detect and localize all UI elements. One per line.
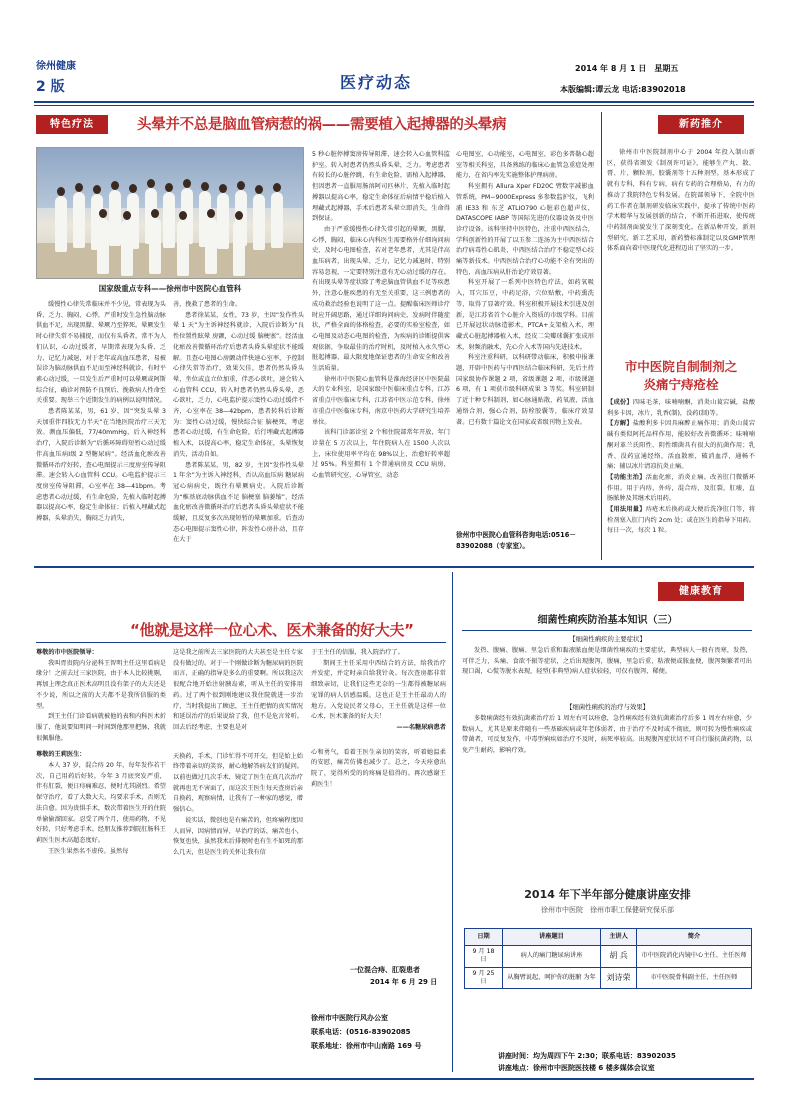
lecture-location: 讲座地点：徐州市中医院医技楼 6 楼多媒体会议室 [498, 1064, 655, 1072]
health-title: 细菌性痢疾防治基本知识（三） [537, 615, 678, 626]
lecture-table [464, 928, 752, 989]
letter-col-3 [311, 648, 446, 878]
paragraph: 心和勇气，看着王医生亲切的笑容，听着她温柔的安慰，痛苦仿佛也减少了。总之，今天痊愈出院了，觉得所受的的疼痛是值得的。再次感谢王莉医生！ [311, 748, 446, 788]
greeting: 尊敬的王莉医生： [36, 751, 86, 759]
cell-intro: 市中医院骨科副主任、主任医师 [637, 967, 752, 989]
feature-col-2 [173, 300, 304, 558]
col-header-intro: 简介 [637, 929, 752, 946]
paragraph: 于王主任的信服，我入院治疗了。 [311, 649, 404, 656]
function-label: 【功能主治】 [607, 473, 646, 481]
lecture-time: 讲座时间：均为周四下午 2:30；联系电话：83902035 [498, 1052, 676, 1060]
drug-name-line1: 市中医院自制制剂之 [624, 359, 738, 374]
paragraph: 本人 37 岁，混合痔 20 年，每年发作若干次，自己用药后好转。今年 3 月底突发严重，伴有肛裂，便日痔痛难忍，便时尤其剧烈。希望保守治疗，看了大数大夫，均要求手术，否则无法自愈。因为贵惧手术，数次带着医生开的住院单偷偷溜回家。忍受了两个月，使用药物，不见好转，只好考虑手术。经朋友推荐到院肛肠科王莉医生医术高超态度好。 [36, 762, 166, 844]
paragraph: 患者陈某某，男，61 岁，因“突发头晕 3 天加重伴四肢无力半天”在当地医院治疗三天无效。测血压偏低，77/40mmHg，后入神经科治疗，入院后诊断为“后循环障碍短暂心动过缓伴高血压病Ⅰ级 2 型糖尿病”。经活血化瘀改善微循环治疗好转，查心电图提示三度房室传导阻滞。速会转入心血管科 CCU。心电监护提示三度房室传导阻滞，心室率在 38—41bpm。考虑患者心动过缓，有生命危险，先植入临时起搏器以提高心率，稳定生命体征；后植入埋藏式起搏器，头晕消失，胸闷乏力消失， [36, 408, 166, 523]
composition [607, 398, 755, 419]
feature-col-4 [456, 150, 594, 530]
col-header-date: 日期 [465, 929, 503, 946]
paragraph: 科室开展了一系列中医特色疗法，如药氧吸入，耳穴压豆，中药足浴，穴位贴敷，中药熏洗等，取得了显著疗效。科室积极开展技术引进及创新，是江苏省首个心脏介入资质的市级学科。目前已开展冠状动脉造影术，PTCA+支架植入术，埋藏式心脏起搏器植入术，经皮二尖瓣球囊扩张成形术，射频消融术，先心介入术等国内先进技术。 [456, 279, 594, 351]
function-text: 活血化瘀，消炎止痛。改善肛门微循环作用。用于内痔，外痔，混合痔，及肛裂，肛瘘，直肠脓肿及其继术后用药。 [607, 473, 755, 503]
paragraph: 患者陈某某，男，82 岁，主因“发作性头晕 1 年余”为主诉入神经科，否认高血压病 糖尿病 冠心病病史，既往有晕厥病史。入院后诊断为“椎基底动脉供血不足 脑梗塞 脑萎缩”，经活血化瘀改善微循环治疗后患者头昏头晕症状不能缓解，且反复多次出现短暂的晕厥加重。后查动态心电图提示窦性心律，阵发性心房扑动，且存在大于 [173, 461, 304, 544]
signature: ——名糖尿病患者 [396, 723, 446, 731]
paragraph: 科室拥有 Allura Xper FD20C 臂数字减影血管系统，PM−9000Express 多参数监护仪，飞利浦 IE33 和 东芝 ATLIO790 心脏彩色超声仪，DATASCOPE IABP 等国际先进的仪器设备及中医诊疗设备。该科坚持中医特色，注重中西医结合，学科创新性的开展了以玉参二连汤为主中西医结合治疗病毒性心肌炎、中西医结合治疗不稳定型心绞痛等新技术。中西医结合治疗心功能不全有突出的特色，高血压病从肝治论疗效显著。 [456, 183, 594, 276]
staff-figure [271, 192, 283, 248]
signature-date: 2014 年 6 月 29 日 [370, 978, 438, 986]
health-para-1 [462, 646, 752, 700]
paragraph: 该科门诊部诊室 2 个和住院部常年开放，年门诊量在 5 万次以上，年住院病人在 1500 人次以上，床位使用率平均在 98%以上，治愈好转率超过 95%。科室拥有 1 个普通病房及 CCU 病房，心血管研究室，心导管室，动态 [312, 429, 450, 480]
usage-text: 痔疮术后换药或大便后洗净肛门等，将栓剂塞入肛门内约 2cm 处；或在医生的指导下用药。每日一次，每次 1 粒。 [607, 506, 755, 535]
staff-figure [253, 194, 265, 250]
paragraph: 徐州市中医院制剂中心于 2004 年投入制山新区，获得省颁发《制剂许可证》，能够生产丸、散、膏、片、颗粒剂，胶囊剂等十五种剂型。基本形成了就有专科，科有专病，病有专药的合理格局，有力的推动了我院特色专科发展。在院部领导下，全院中医药工作者在制剂研发临床实践中，提承了传统中医药学术精华与发展创新的结合，不断开拓进取，使传统中药制剂面貌发生了深刻变化。在新品种开发，新剂型研究，新工艺采用，新药赞标准制定以及GMP管理体系面向着中医现代化进程迈出了坚实的一步。 [607, 149, 755, 253]
paragraph: 由于严重缓慢性心律失常引起的晕厥，黑朦，心悸，胸闷，临床心内科医生需要格外仔细询问病史、及时心电图检查，若对老年患者，尤其是伴高血压病者，出现头晕、乏力，记忆力减退时，特别容易忽视，一定要特别注意有无心动过缓的存在。有出现头晕等症状除了考虑脑血管供血不足等疾患外，注意心脏疾患的有无至关重要，这三例患者的成功救治经验也说明了这一点。提醒临床医师诊疗时应开阔思路，通过详细询问病史，发病时伴随症状，严格全面的体格检查，必要的实验室检查，如心电图及动态心电图的检查，为疾病的诊断提供客观依据，争取最佳的治疗时机，及时植入永久型心脏起搏器，最大限度地保证患者的生命安全和改善生活质量。 [312, 225, 450, 373]
composition-label: 【成份】 [607, 399, 633, 406]
paragraph: 缓慢性心律失常临床并不少见，常表现为头昏、乏力、胸闷、心悸，严重时发生急性脑动脉供血不足，出现黑朦、晕厥乃至猝死。晕厥发生时心律失常不易捕捉，而仅有头昏者，常不为人们认识，心动过缓者，早期常表现为头昏、乏力、记忆力减退，对于老年或高血压患者，易被误诊为脑动脉供血不足而至神经科就诊，有时平素心动过缓，一旦发生后严重时可以晕厥或阿斯综合征，确诊对预防不良预后、挽救病人性命至关重要。现举三个近期发生的病例以说明情况。 [36, 301, 166, 405]
paragraph: 5 秒心脏停搏窦房传导阻滞，速会转入心血管科监护室。转入时患者仍然头昏头晕，乏力。考虑患者有较长的心脏停跳，有生命危险，需植入起搏器，但因患者一直服用肠溶阿司匹林片，先植入临时起搏器以提高心率，稳定生命体征后病情平稳后植入埋藏式起搏器，手术后患者头晕立即消失，生命得到保证。 [312, 151, 450, 223]
drug-details [607, 398, 755, 560]
health-tag: 健康教育 [658, 582, 744, 601]
header-rule [34, 101, 754, 103]
lecture-org: 徐州市中医院 徐州市职工保健研究保乐部 [541, 906, 674, 914]
cell-topic: 病人的痛门糖尿病讲座 [503, 946, 601, 968]
table-header-row [465, 929, 752, 946]
paragraph: 科室注重科研，以科研带动临床，积极申报课题，开辟中医药与中西医结合临床科研，先后主持国家级协作课题 2 项，省级课题 2 项，市级课题 6 项，有 1 项获市级科研成果 3 等奖。科室研制了近十种专科制剂，如心脉通贴散，药氧液，活血通络合剂，强心合剂，防栓胶囊等，临床疗效显著。已有数十篇论文在国家或省级刊物上发表。 [456, 354, 594, 426]
staff-figure [149, 218, 161, 274]
column-divider [601, 112, 602, 560]
feature-headline: 头晕并不总是脑血管病惹的祸——需要植入起搏器的头晕病 [137, 117, 507, 133]
photo-caption: 国家级重点专科——徐州市中医院心血管科 [98, 284, 242, 293]
drug-intro [607, 148, 755, 356]
lecture-title: 2014 年下半年部分健康讲座安排 [524, 888, 691, 901]
letter-col-2 [173, 648, 303, 1073]
feature-col-1 [36, 300, 166, 558]
health-subtitle-1: 【细菌性痢疾的主要症状】 [569, 635, 646, 643]
paragraph: 多数痢菌经有效抗菌素治疗后 1 周左右可以痊愈，急性痢疾经有效抗菌素治疗后多 1 周左右痊愈，少数病人，尤其是原来伴随有一些基础疾病或年老体弱者，由于治疗不及时或不彻底，则可转为慢性痢疾或带菌者，可反复发作，中毒型痢疾如治疗不及时，病死率较高。出现腹泻症状切不可自行服抗菌药物，以免产生耐药，影响疗效。 [462, 715, 752, 755]
paragraph: 王医生果然名不虚传。虽然每 [48, 847, 129, 855]
letter-rule [36, 642, 446, 643]
paragraph: 到王主任门诊看病就被他的表和内科医术折服了，他说要知明问一时间到他那里把脉，我就很佩服他。 [36, 713, 166, 742]
staff-figure [73, 192, 85, 248]
cell-speaker: 刘诗荣 [601, 967, 637, 989]
editor-line: 本版编辑:谭云龙 电话:83902018 [560, 85, 686, 94]
staff-figure [177, 220, 189, 276]
table-row [465, 967, 752, 989]
footer-rule [34, 1078, 754, 1080]
paragraph: 善，挽救了患者的生命。 [173, 301, 242, 308]
health-rule [462, 630, 752, 631]
header-rule-thin [34, 105, 754, 106]
greeting: 尊敬的市中医院领导： [36, 649, 98, 656]
formula [607, 419, 755, 473]
section-rule [34, 566, 754, 568]
usage-label: 【用法用量】 [607, 506, 646, 514]
staff-figure [55, 196, 67, 252]
staff-figure [109, 190, 121, 246]
feature-tag: 特色疗法 [36, 115, 108, 134]
drug-tag: 新药推介 [658, 115, 744, 134]
paragraph: 期间王主任采用中西结合的方法，给我治疗并发症，并定时亲自给我针灸。每次查房都非常细致亲切，让我们这些无奈的一生都得被糖尿病宠罪的病人倍感温暖。这也正是王主任最动人的地方。入党说民者父母心，王主任就是这样一位心术，医术兼备的好大夫！ [311, 659, 446, 721]
health-para-2 [462, 714, 752, 778]
office-name: 徐州市中医院行风办公室 [311, 1014, 388, 1022]
paragraph: 说实话，微创也是有痛苦的，但疼痛程度因人而异，因病情而异，早治疗的话，痛苦也小，恢复也快，虽然我术后排便时也有生不如死的那么几天，但是医生的关怀让我有信 [173, 816, 303, 856]
letter-headline: “他就是这样一位心术、医术兼备的好大夫” [130, 621, 414, 639]
team-photo [36, 147, 304, 279]
health-subtitle-2: 【细菌性痢疾的治疗与效果】 [565, 703, 650, 711]
paragraph: 心电图室，心功能室，心电图室，彩色多普勒心超室等相关科室，具备熟练的临床心血管急重症处理能力，在省内率先实施整体护理病房。 [456, 151, 594, 180]
paragraph: 患者徐某某，女性，73 岁，主因“发作性头晕 1 天”为主诉神经科就诊，入院后诊断为“良性位置性眩晕 房颤，心动过缓 脑梗塞”。经活血化瘀改善微循环治疗后患者头昏头晕症状不能缓解。且查心电图心房颤动伴快速心室率，予控制心律失常等治疗，效果欠佳，患者仍然头昏头晕，坐位或直立位加重，伴恶心欲吐，速会转入心血管科 CCU，转入时患者仍然头昏头晕，恶心欲吐，乏力，心电监护提示窦性心动过缓伴不齐，心室率在 38—42bpm，患者转科后诊断为：窦性心动过缓，慢快综合征 脑梗死，考虑患者心动过缓，有生命危险，后行埋藏式起搏器植入术，以提高心率，稳定生命体征，头晕恢复消失，活动自如。 [173, 311, 304, 458]
office-phone: 联系电话：(0516-83902085 [311, 1028, 411, 1036]
feature-contact: 徐州市中医院心血管科咨询电话:0516－83902088（专家室）。 [456, 531, 576, 550]
signature-name: 一位混合痔、肛裂患者 [350, 966, 420, 974]
formula-label: 【方解】 [607, 420, 633, 428]
issue-date: 2014 年 8 月 1 日 星期五 [575, 64, 679, 73]
staff-figure [205, 218, 217, 274]
formula-text: 盐酸利多卡因具麻醉止痛作用；消炎山茛宕碱有类似阿托品样作用，能较好改善微循环；味喃喃酮对革兰氏阳性、阴性细菌具有很大的抗菌作用；乳香、没药宣通经络，活血散瘀，破消血浮，通畅不痛；辅以冰片清凉抗炎止痛。 [607, 420, 755, 471]
function [607, 473, 755, 505]
paragraph: 徐州市中医院心血管科是淮海经济区中医院最大的专业科室，是国家级中医临床重点专科，江苏省重点中医临床专科，江苏省中医示范专科，徐州市重点中医临床专科，南京中医药大学研究生培养单位。 [312, 375, 450, 426]
letter-col-1 [36, 648, 166, 1073]
cell-date: 9 月 18 日 [465, 946, 503, 968]
staff-figure [217, 193, 229, 249]
staff-figure [121, 220, 133, 276]
col-header-topic: 讲座题目 [503, 929, 601, 946]
staff-figure [163, 192, 175, 248]
cell-intro: 市中医院消化内镜中心主任、主任医师 [637, 946, 752, 968]
paper-name: 徐州健康 [36, 61, 76, 72]
usage [607, 505, 755, 537]
paragraph: 天换药，手术，门诊忙得不可开交，但是始上始终带着亲切的笑容，耐心地解答病友们的疑问。以前也做过几次手术，镜定了医生在真几次治疗就再也无不害面了，而这次王医生每天查房后亲自换药，观察病情，让我有了一种家的感觉，增强信心。 [173, 752, 303, 814]
feature-col-3 [312, 150, 450, 558]
section-title: 医疗动态 [340, 73, 413, 92]
paragraph: 发热、腹痛、腹痛、里急后重和黏液脓血便是细菌性痢疾的主要症状，典型病人一般有畏寒，发热，可伴乏力，头痛，食欲不振等症状，之后出现腹泻，腹痛，里急后重，粘液便或脓血便，腹泻频繁者可出现口渴，心慌等脱水表现，轻型(非典型)病人症状较轻，可仅有腹泻，稀便。 [462, 647, 752, 676]
staff-figure [97, 218, 109, 274]
drug-name-line2: 炎痛宁痔疮栓 [643, 377, 719, 392]
col-header-speaker: 主讲人 [601, 929, 637, 946]
staff-figure [233, 220, 245, 276]
paragraph: 我叫胥贵院内分泌科王智明主任这里看病是缘分！之前去过三家医院，由于本人比较挑剔，再加上理念真正医术高明且没有架子的大夫还是不少说，所以之前的大夫都不是我所信服的类型。 [36, 659, 166, 710]
column-divider [452, 572, 453, 1072]
office-address: 联系地址：徐州市中山南路 169 号 [311, 1042, 422, 1050]
cell-speaker: 胡 兵 [601, 946, 637, 968]
edition-number: 2 版 [36, 79, 65, 95]
cell-date: 9 月 25 日 [465, 967, 503, 989]
paragraph: 这是我之前所去三家医院的大夫甚至是主任专家没有做过的。对于一个刚做诊断为糖尿病的医院而言，正确的指导是多么的重要啊。所以我这次很配合地开始注射胰岛素，听从主任的安排用药。过了两个很到刚地建议我住院就进一步治疗，当时我提出了顾虑，王主任把情的真实情况和延误治疗的后果说给了我，但不是危言耸听。回去后经考虑，主要也是对 [173, 649, 303, 731]
cell-topic: 从胸臂说起，呵护你的脏腑 为年 [503, 967, 601, 989]
table-row [465, 946, 752, 968]
composition-text: 四味毛茶，味喃喃酮，消炎山茛宕碱，盐酸利多卡因，冰片，乳香(制)，没药(制)等。 [607, 399, 755, 417]
